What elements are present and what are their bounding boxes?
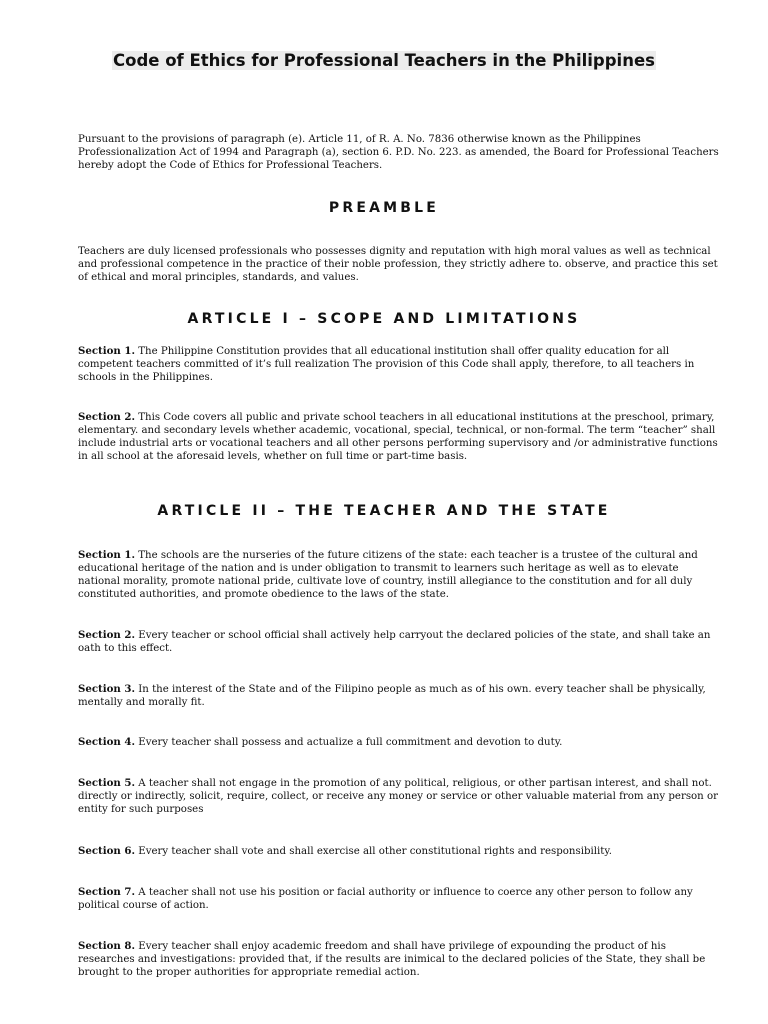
section-text: This Code covers all public and private school teachers in all educational institutions at the preschool, primary, elementary. and secondary levels whether academic, vocational, special, technical, or non-formal. The term “teacher” shall include industrial arts or vocational teachers and all other persons performing supervisory and /or administrative functions in all school at the aforesaid levels, whether on full time or part-time basis. — [78, 412, 718, 462]
section-label: Section 3. — [78, 683, 136, 695]
document-title-text: Code of Ethics for Professional Teachers in the Philippines — [113, 51, 655, 71]
preamble-paragraph: Teachers are duly licensed professionals who possesses dignity and reputation with high moral values as well as technical and professional competence in the practice of their noble profession, they strictly adhere to. observe, and practice this set of ethical and moral principles, standards, and values. — [78, 246, 718, 283]
document-title — [60, 51, 708, 70]
article-1-section-1 — [78, 345, 720, 384]
section-text: A teacher shall not engage in the promotion of any political, religious, or other partisan interest, and shall not. directly or indirectly, solicit, require, collect, or receive any money or service or other valuable material from any person or entity for such purposes — [78, 778, 718, 815]
article-2-heading: ARTICLE II – THE TEACHER AND THE STATE — [157, 503, 611, 519]
section-label: Section 7. — [78, 886, 136, 898]
section-label: Section 2. — [78, 411, 136, 423]
article-2-section-4 — [78, 736, 720, 749]
section-text: Every teacher shall enjoy academic freedom and shall have privilege of expounding the product of his researches and investigations: provided that, if the results are inimical to the declared policies of the State, they shall be brought to the proper authorities for appropriate remedial action. — [78, 941, 706, 978]
section-text: The schools are the nurseries of the future citizens of the state: each teacher is a trustee of the cultural and educational heritage of the nation and is under obligation to transmit to learners such heritage as well as to elevate national morality, promote national pride, cultivate love of country, instill allegiance to the constitution and for all duly constituted authorities, and promote obedience to the laws of the state. — [78, 550, 698, 600]
article-2-section-2 — [78, 629, 720, 655]
section-label: Section 1. — [78, 345, 136, 357]
article-2-section-8 — [78, 940, 720, 979]
intro-paragraph: Pursuant to the provisions of paragraph (e). Article 11, of R. A. No. 7836 otherwise known as the Philippines Professionalization Act of 1994 and Paragraph (a), section 6. P.D. No. 223. as amended, the Board for Professional Teachers hereby adopt the Code of Ethics for Professional Teachers. — [78, 134, 719, 171]
section-label: Section 4. — [78, 736, 136, 748]
section-text: The Philippine Constitution provides that all educational institution shall offer quality education for all competent teachers committed of it’s full realization The provision of this Code shall apply, therefore, to all teachers in schools in the Philippines. — [78, 346, 695, 383]
article-2-section-7 — [78, 886, 720, 912]
article-2-section-3 — [78, 683, 720, 709]
section-text: Every teacher or school official shall actively help carryout the declared policies of the state, and shall take an oath to this effect. — [78, 630, 711, 654]
section-label: Section 1. — [78, 549, 136, 561]
section-text: A teacher shall not use his position or facial authority or influence to coerce any other person to follow any political course of action. — [78, 887, 693, 911]
section-label: Section 6. — [78, 845, 136, 857]
article-2-section-1 — [78, 549, 720, 601]
section-text: Every teacher shall possess and actualize a full commitment and devotion to duty. — [138, 737, 563, 748]
article-2-section-6 — [78, 845, 720, 858]
section-text: In the interest of the State and of the Filipino people as much as of his own. every teacher shall be physically, mentally and morally fit. — [78, 684, 706, 708]
article-2-section-5 — [78, 777, 720, 816]
article-1-heading: ARTICLE I – SCOPE AND LIMITATIONS — [187, 311, 581, 327]
section-label: Section 8. — [78, 940, 136, 952]
section-label: Section 5. — [78, 777, 136, 789]
section-label: Section 2. — [78, 629, 136, 641]
article-1-section-2 — [78, 411, 720, 463]
section-text: Every teacher shall vote and shall exercise all other constitutional rights and responsibility. — [138, 846, 612, 857]
preamble-heading: PREAMBLE — [328, 200, 440, 216]
